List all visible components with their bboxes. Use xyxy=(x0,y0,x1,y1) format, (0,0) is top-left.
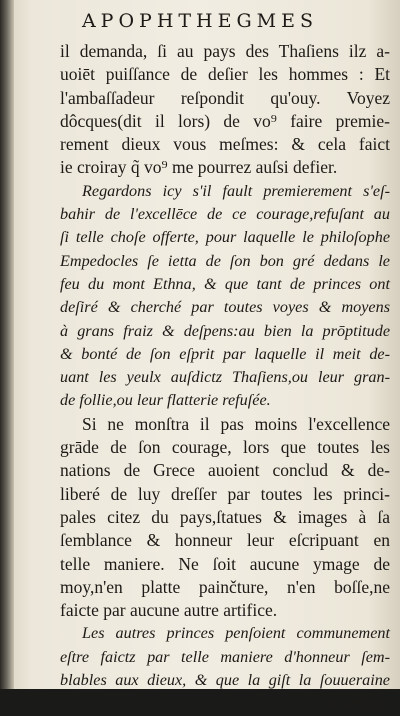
text-line: dôcques(dit il lors) de vo⁹ faire premie- xyxy=(60,110,390,131)
text-line: pales citez du pays,ſtatues & images à ſa xyxy=(60,506,390,527)
text-line: l'ambaſſadeur reſpondit qu'ouy. Voyez xyxy=(60,87,390,108)
book-spine-shadow xyxy=(0,0,14,689)
text-line: blables aux dieux, & que la giſt la ſouueraine xyxy=(60,671,390,690)
text-line: grāde de ſon courage, lors que toutes les xyxy=(60,437,390,458)
text-line: il demanda, ſi au pays des Thaſiens ilz a- xyxy=(60,41,390,61)
text-line: bahir de l'excellēce de ce courage,refuſant au xyxy=(60,205,390,224)
text-line: ſemblance & honneur leur eſcripuant en xyxy=(60,530,390,551)
text-line: uoiēt puiſſance de deſier les hommes : Et xyxy=(60,64,390,85)
text-line: Si ne monſtra il pas moins l'excellence xyxy=(82,413,390,434)
text-line: moy,n'en platte painčture, n'en boſſe,ne xyxy=(60,576,390,597)
text-line: de follie,ou leur flatterie refuſée. xyxy=(60,391,271,410)
text-line: feu du mont Ethna, & que tant de princes ont xyxy=(60,274,390,293)
body-text xyxy=(60,40,390,716)
text-line: & bonté de ſon eſprit par laquelle il meit de- xyxy=(60,344,390,363)
text-line: Empedocles ſe ietta de ſon bon gré dedans le xyxy=(60,251,390,270)
text-line: Regardons icy s'il fault premierement s'eſ- xyxy=(82,181,390,200)
text-line: telle maniere. Ne ſoit aucune ymage de xyxy=(60,553,390,574)
text-line: deſiré & cherché par toutes voyes & moyens xyxy=(60,298,390,317)
text-line: à grans fraiz & deſpens:au bien la prōptitude xyxy=(60,321,390,340)
text-line: nations de Grece auoient conclud & de- xyxy=(60,460,390,481)
text-line: liberé de luy dreſſer par toutes les princi- xyxy=(60,483,390,504)
catchword: recompen- xyxy=(321,694,390,713)
text-line: eſtre faictz par telle maniere d'honneur ſem- xyxy=(60,647,390,666)
text-line: rement dieux vous meſmes: & cela faict xyxy=(60,134,390,155)
running-header: APOPHTHEGMES xyxy=(81,10,319,32)
text-line: faicte par aucune autre artifice. xyxy=(60,600,278,621)
text-line: Les autres princes penſoient communement xyxy=(82,624,390,643)
text-line: ie croiray q̃ vo⁹ me pourrez auſsi defier. xyxy=(60,157,338,178)
text-line: ſi telle choſe offerte, pour laquelle le philoſophe xyxy=(60,228,390,247)
text-line: uant les yeulx auſdictz Thaſiens,ou leur gran- xyxy=(60,368,390,387)
